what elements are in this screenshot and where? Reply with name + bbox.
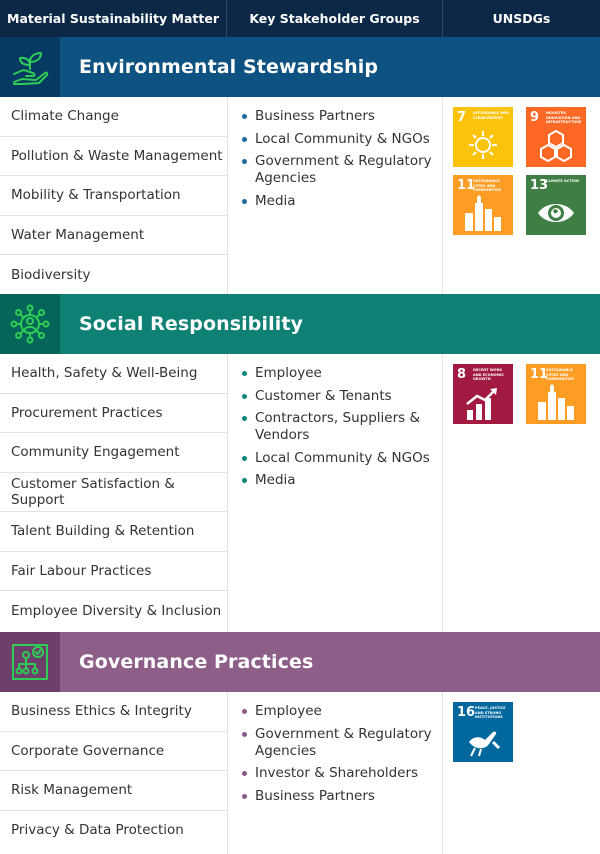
sdg-number: 13 <box>530 178 549 193</box>
matter-row: Corporate Governance <box>0 732 227 772</box>
matter-row: Pollution & Waste Management <box>0 137 227 177</box>
stakeholder-item: Employee <box>242 365 432 382</box>
stakeholder-item: Contractors, Suppliers & Vendors <box>242 410 432 444</box>
sdg-11-tile <box>526 364 586 424</box>
eye-globe-icon <box>536 195 576 231</box>
sdg-label: INDUSTRY, INNOVATION AND INFRASTRUCTURE <box>546 111 582 124</box>
sdg-number: 11 <box>530 367 549 382</box>
sdg-13-tile <box>526 175 586 235</box>
section-banner-social <box>0 294 600 354</box>
sdg-label: SUSTAINABLE CITIES AND COMMUNITIES <box>546 368 575 381</box>
stakeholder-item: Government & Regulatory Agencies <box>242 153 432 187</box>
stakeholder-item: Media <box>242 193 432 210</box>
sdg-16-tile <box>453 702 513 762</box>
sun-icon <box>463 127 503 163</box>
matter-row: Fair Labour Practices <box>0 552 227 592</box>
stakeholder-item: Government & Regulatory Agencies <box>242 726 432 760</box>
sdg-label: PEACE, JUSTICE AND STRONG INSTITUTIONS <box>475 706 506 719</box>
section-banner-governance <box>0 632 600 692</box>
sdg-label: SUSTAINABLE CITIES AND COMMUNITIES <box>473 179 502 192</box>
matters-column <box>0 692 227 850</box>
buildings-icon <box>463 195 503 233</box>
sdg-7-tile <box>453 107 513 167</box>
sdg-number: 16 <box>457 705 476 720</box>
buildings-icon <box>536 384 576 422</box>
sdg-column <box>443 354 600 432</box>
matter-row: Mobility & Transportation <box>0 176 227 216</box>
hand-plant-icon <box>0 37 60 97</box>
sdg-11-tile <box>453 175 513 235</box>
sdg-label: CLIMATE ACTION <box>546 179 579 183</box>
stakeholder-item: Employee <box>242 703 432 720</box>
matter-row: Biodiversity <box>11 266 91 283</box>
matter-row: Privacy & Data Protection <box>11 822 184 839</box>
matters-column <box>0 97 227 295</box>
table-header <box>0 0 600 37</box>
header-unsdgs: UNSDGs <box>492 11 551 26</box>
matter-row: Business Ethics & Integrity <box>0 692 227 732</box>
stakeholders-column <box>227 97 443 294</box>
sdg-number: 8 <box>457 367 467 382</box>
sdg-label: DECENT WORK AND ECONOMIC GROWTH <box>473 368 504 381</box>
sdg-8-tile <box>453 364 513 424</box>
stakeholder-item: Customer & Tenants <box>242 388 432 405</box>
sdg-number: 7 <box>457 110 467 125</box>
section-social <box>0 354 600 632</box>
matter-row: Community Engagement <box>0 433 227 473</box>
sdg-column <box>443 692 600 770</box>
section-title: Environmental Stewardship <box>79 56 379 78</box>
stakeholder-item: Local Community & NGOs <box>242 131 432 148</box>
matter-row: Talent Building & Retention <box>0 512 227 552</box>
section-environmental <box>0 97 600 294</box>
stakeholder-item: Investor & Shareholders <box>242 765 432 782</box>
stakeholder-item: Business Partners <box>242 108 432 125</box>
matter-row: Employee Diversity & Inclusion <box>11 602 222 619</box>
section-banner-environmental <box>0 37 600 97</box>
matters-column <box>0 354 227 631</box>
stakeholders-column <box>227 692 443 854</box>
sdg-number: 11 <box>457 178 476 193</box>
growth-chart-icon <box>463 384 503 420</box>
org-chart-check-icon <box>0 632 60 692</box>
sdg-label: AFFORDABLE AND CLEAN ENERGY <box>473 111 509 120</box>
dove-gavel-icon <box>463 722 503 758</box>
header-stakeholder-groups: Key Stakeholder Groups <box>227 0 443 37</box>
sdg-column <box>443 97 600 243</box>
matter-row: Health, Safety & Well-Being <box>0 354 227 394</box>
section-title: Governance Practices <box>79 651 314 673</box>
matter-row: Risk Management <box>0 771 227 811</box>
cubes-icon <box>536 127 576 163</box>
section-governance <box>0 692 600 854</box>
stakeholders-column <box>227 354 443 632</box>
sdg-number: 9 <box>530 110 540 125</box>
matter-row: Water Management <box>0 216 227 256</box>
stakeholder-item: Business Partners <box>242 788 432 805</box>
stakeholder-item: Local Community & NGOs <box>242 450 432 467</box>
header-material-matter: Material Sustainability Matter <box>0 0 227 37</box>
matter-row: Procurement Practices <box>0 394 227 434</box>
stakeholder-item: Media <box>242 472 432 489</box>
people-network-icon <box>0 294 60 354</box>
sdg-9-tile <box>526 107 586 167</box>
section-title: Social Responsibility <box>79 313 303 335</box>
matter-row: Climate Change <box>0 97 227 137</box>
matter-row: Customer Satisfaction & Support <box>0 473 227 513</box>
